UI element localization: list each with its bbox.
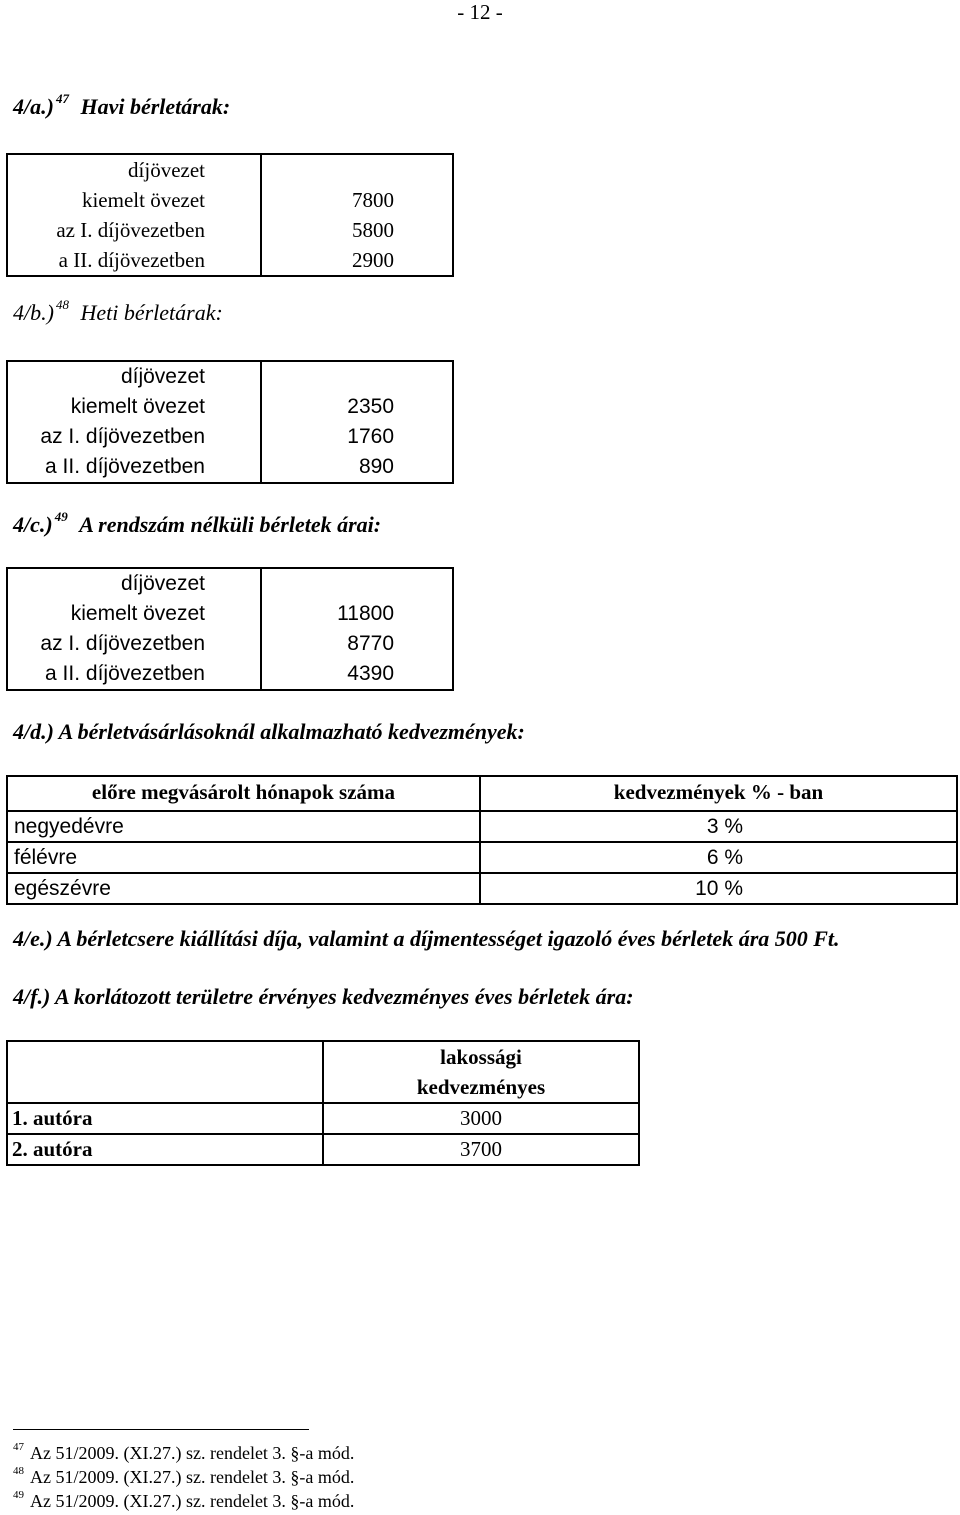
zone-name: a II. díjövezetben — [45, 662, 205, 685]
price-value: 4390 — [347, 662, 394, 685]
zone-header: díjövezet — [120, 572, 205, 595]
price-value: 2350 — [347, 395, 394, 418]
months-header: előre megvásárolt hónapok száma — [7, 776, 480, 811]
period-cell: egészévre — [7, 873, 480, 904]
footnote-49: $^{49}$ Az 51/2009. (XI.27.) sz. rendelet 3. §-a mód. — [13, 1489, 355, 1511]
period-cell: negyedévre — [7, 811, 480, 842]
discount-cell: 10 % — [480, 873, 957, 904]
price-value: 1760 — [347, 425, 394, 448]
price-value: 11800 — [337, 602, 394, 625]
section-b-heading — [13, 297, 223, 326]
section-b-title: Heti bérletárak: — [80, 300, 223, 325]
price-column — [261, 154, 453, 276]
footnote-ref-48: 48 — [55, 297, 69, 312]
discount-table — [6, 775, 958, 905]
car-label: 1. autóra — [7, 1103, 323, 1134]
section-c-heading — [13, 509, 382, 538]
weekly-pass-table — [6, 360, 454, 484]
zone-name: az I. díjövezetben — [56, 218, 205, 242]
zone-column — [7, 361, 261, 483]
price-value: 890 — [358, 455, 394, 478]
zone-name: kiemelt övezet — [70, 395, 205, 418]
section-e-text: 4/e.) A bérletcsere kiállítási díja, valamint a díjmentességet igazoló éves bérletek ára 500 Ft. — [13, 926, 840, 951]
footnote-48: $^{48}$ Az 51/2009. (XI.27.) sz. rendelet 3. §-a mód. — [13, 1465, 355, 1487]
zone-header: díjövezet — [128, 158, 205, 182]
section-a-title: Havi bérletárak: — [80, 94, 231, 119]
page-number: - 12 - — [457, 0, 503, 24]
section-c-label: 4/c.) — [13, 512, 53, 537]
discount-header: kedvezmények % - ban — [480, 776, 957, 811]
section-d-heading: 4/d.) A bérletvásárlásoknál alkalmazható kedvezmények: — [13, 719, 525, 744]
monthly-pass-table — [6, 153, 454, 277]
period-cell: félévre — [7, 842, 480, 873]
discount-cell: 3 % — [480, 811, 957, 842]
zone-name: a II. díjövezetben — [58, 248, 205, 272]
car-price: 3700 — [323, 1134, 639, 1165]
zone-name: kiemelt övezet — [81, 188, 205, 212]
restricted-area-pass-table — [6, 1040, 640, 1166]
resident-discount-header: lakossági kedvezményes — [323, 1041, 639, 1103]
zone-name: az I. díjövezetben — [40, 632, 205, 655]
car-price: 3000 — [323, 1103, 639, 1134]
price-value: 8770 — [347, 632, 394, 655]
price-value: 2900 — [352, 248, 394, 272]
zone-name: az I. díjövezetben — [40, 425, 205, 448]
price-value: 5800 — [352, 218, 394, 242]
section-b-label: 4/b.) — [13, 300, 54, 325]
zone-column — [7, 154, 261, 276]
discount-cell: 6 % — [480, 842, 957, 873]
empty-header-cell — [7, 1041, 323, 1103]
section-a-label: 4/a.) — [13, 94, 54, 119]
price-value: 7800 — [352, 188, 394, 212]
unregistered-pass-table — [6, 567, 454, 691]
car-label: 2. autóra — [7, 1134, 323, 1165]
price-column — [261, 361, 453, 483]
zone-header: díjövezet — [120, 365, 205, 388]
zone-name: kiemelt övezet — [70, 602, 205, 625]
price-column — [261, 568, 453, 690]
footnote-separator — [13, 1429, 309, 1430]
footnote-ref-49: 49 — [54, 509, 68, 524]
section-c-title: A rendszám nélküli bérletek árai: — [79, 512, 382, 537]
section-a-heading — [13, 91, 231, 120]
section-f-heading: 4/f.) A korlátozott területre érvényes kedvezményes éves bérletek ára: — [13, 984, 634, 1009]
footnote-47: $^{47}$ Az 51/2009. (XI.27.) sz. rendelet 3. §-a mód. — [13, 1441, 355, 1463]
zone-name: a II. díjövezetben — [45, 455, 205, 478]
footnote-ref-47: 47 — [55, 91, 69, 106]
zone-column — [7, 568, 261, 690]
